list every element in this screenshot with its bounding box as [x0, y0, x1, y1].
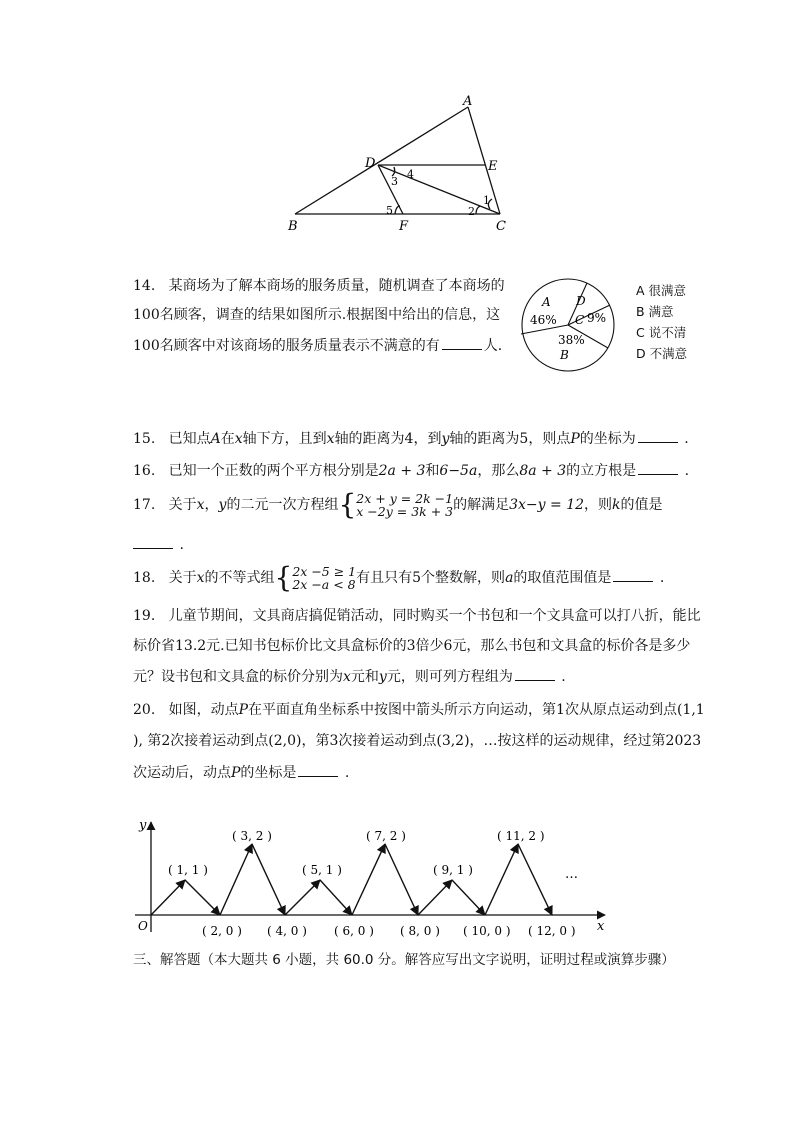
- q18-var: x: [196, 570, 205, 586]
- answer-blank[interactable]: [638, 460, 678, 475]
- q14-line3-end: 人.: [483, 338, 503, 354]
- q20-number: 20.: [133, 702, 156, 718]
- label-A: A: [463, 94, 473, 109]
- top-label-1: ( 1, 1 ): [168, 863, 208, 877]
- top-label-4: ( 7, 2 ): [366, 829, 406, 843]
- q17-condition: 3x−y = 12: [509, 497, 585, 513]
- equation-2: x −2y = 3k + 3: [356, 504, 454, 519]
- q19-var: y: [378, 669, 387, 685]
- legend-c: C 说不清: [636, 325, 687, 340]
- q17-text: ，: [204, 497, 219, 513]
- q20-text: 在平面直角坐标系中按图中箭头所示方向运动，第1次从原点运动到点: [248, 702, 677, 718]
- q19-text: 元，则可列方程组为: [386, 669, 513, 685]
- q15-number: 15.: [133, 431, 156, 447]
- question-17-cont: [133, 534, 184, 555]
- q14-line2: 100名顾客，调查的结果如图所示.根据图中给出的信息，这: [133, 307, 501, 323]
- q20-var: P: [231, 765, 241, 781]
- q16-expr: 6−5a: [439, 463, 478, 479]
- bottom-label-5: ( 10, 0 ): [463, 924, 511, 938]
- top-label-5: ( 9, 1 ): [433, 863, 473, 877]
- q20-text: (1,1: [676, 702, 705, 718]
- left-brace: {: [274, 561, 293, 594]
- q19-end: .: [561, 669, 566, 685]
- q16-end: .: [684, 463, 690, 479]
- pie-pct-C: 9%: [587, 311, 607, 325]
- pie-pct-A: 46%: [530, 313, 557, 327]
- bottom-label-3: ( 6, 0 ): [334, 924, 374, 938]
- q15-text: 已知点: [168, 431, 211, 447]
- q15-text: 的坐标为: [579, 431, 636, 447]
- q16-expr: 2a + 3: [378, 463, 426, 479]
- angle-2: 2: [468, 205, 475, 218]
- q17-var: y: [218, 497, 227, 513]
- q15-text: 在: [220, 431, 235, 447]
- top-label-6: ( 11, 2 ): [497, 829, 545, 843]
- q15-var: P: [570, 431, 580, 447]
- question-15: [133, 428, 689, 449]
- q14-line3: 100名顾客中对该商场的服务质量表示不满意的有: [133, 338, 440, 354]
- answer-blank[interactable]: [298, 762, 338, 777]
- section-heading: 三、解答题（本大题共 6 小题，共 60.0 分。解答应写出文字说明，证明过程或演算步骤）: [133, 952, 675, 968]
- answer-blank[interactable]: [638, 428, 678, 443]
- ellipsis: …: [565, 867, 578, 882]
- q15-var: y: [441, 431, 450, 447]
- legend-b: B 满意: [636, 304, 674, 319]
- q15-text: 轴下方，且到: [242, 431, 327, 447]
- q17-text: 的值是: [620, 497, 663, 513]
- answer-blank[interactable]: [515, 666, 555, 681]
- pie-pct-B: 38%: [558, 333, 585, 347]
- bottom-label-1: ( 2, 0 ): [202, 924, 242, 938]
- q20-text: 次运动后，动点: [133, 765, 231, 781]
- q17-text: 关于: [168, 497, 197, 513]
- q20-text: 的坐标是: [240, 765, 297, 781]
- inequality-2: 2x −a < 8: [292, 577, 356, 592]
- question-17: [133, 490, 663, 520]
- q15-var: A: [210, 431, 221, 447]
- q19-number: 19.: [133, 608, 156, 624]
- origin-label: O: [138, 919, 148, 933]
- bottom-label-6: ( 12, 0 ): [528, 924, 576, 938]
- q19-line2: 标价省13.2元.已知书包标价比文具盒标价的3倍少6元，那么书包和文具盒的标价各是多少: [133, 638, 691, 654]
- bottom-label-4: ( 8, 0 ): [400, 924, 440, 938]
- label-C: C: [496, 219, 506, 234]
- answer-blank[interactable]: [442, 335, 482, 350]
- q16-expr: 8a + 3: [519, 463, 567, 479]
- pie-chart: [512, 276, 622, 376]
- pie-label-B: B: [560, 348, 569, 362]
- label-F: F: [399, 219, 409, 234]
- axis-x-label: x: [597, 919, 605, 934]
- q16-text: 和: [425, 463, 440, 479]
- equation-1: 2x + y = 2k −1: [356, 491, 454, 506]
- inequality-1: 2x −5 ≥ 1: [292, 564, 357, 579]
- q17-end: .: [179, 537, 184, 553]
- motion-figure: [130, 812, 620, 944]
- q17-text: ，则: [584, 497, 613, 513]
- angle-5: 5: [386, 204, 393, 217]
- q18-end: .: [659, 570, 665, 586]
- q15-end: .: [684, 431, 689, 447]
- pie-label-C: C: [575, 313, 585, 327]
- q15-text: 轴的距离为5，则点: [449, 431, 571, 447]
- q18-text: 的取值范围值是: [513, 570, 612, 586]
- legend-d: D 不满意: [636, 346, 688, 361]
- triangle-figure: [280, 92, 520, 238]
- equation-system: [356, 492, 453, 518]
- q18-var: a: [505, 570, 514, 586]
- inequality-system: [292, 565, 356, 591]
- pie-label-A: A: [542, 295, 551, 309]
- q16-number: 16.: [133, 463, 156, 479]
- q19-text: 元和: [350, 669, 379, 685]
- q18-number: 18.: [133, 570, 156, 586]
- q17-text: 的二元一次方程组: [226, 497, 339, 513]
- q20-end: .: [344, 765, 350, 781]
- top-label-3: ( 5, 1 ): [302, 863, 342, 877]
- q20-var: P: [238, 702, 249, 718]
- q14-line1: 某商场为了解本商场的服务质量，随机调查了本商场的: [168, 278, 505, 294]
- legend-a: A 很满意: [636, 283, 687, 298]
- bottom-label-2: ( 4, 0 ): [267, 924, 307, 938]
- q15-var: x: [326, 431, 335, 447]
- question-16: [133, 460, 689, 481]
- q18-text: 有且只有5个整数解，则: [356, 570, 506, 586]
- angle-1: 1: [483, 194, 490, 207]
- q19-var: x: [343, 669, 351, 685]
- pie-label-D: D: [576, 294, 586, 308]
- q16-text: 已知一个正数的两个平方根分别是: [168, 463, 379, 479]
- q17-var: x: [196, 497, 205, 513]
- answer-blank[interactable]: [133, 534, 173, 549]
- q15-var: x: [234, 431, 243, 447]
- q17-text: 的解满足: [453, 497, 510, 513]
- q18-text: 关于: [168, 570, 197, 586]
- label-E: E: [488, 159, 498, 174]
- angle-4: 4: [407, 168, 414, 181]
- q20-text: 如图，动点: [168, 702, 239, 718]
- answer-blank[interactable]: [613, 567, 653, 582]
- top-label-2: ( 3, 2 ): [232, 829, 272, 843]
- q20-line2: ), 第2次接着运动到点(2,0)，第3次接着运动到点(3,2)，…按这样的运动规律，经过第2023: [133, 733, 702, 749]
- q15-text: 轴的距离为4，到: [334, 431, 442, 447]
- label-B: B: [288, 219, 298, 234]
- q16-text: ，那么: [477, 463, 520, 479]
- q18-text: 的不等式组: [204, 570, 275, 586]
- q16-text: 的立方根是: [566, 463, 637, 479]
- q19-line1: 儿童节期间，文具商店搞促销活动，同时购买一个书包和一个文具盒可以打八折，能比: [168, 608, 701, 624]
- q17-number: 17.: [133, 497, 156, 513]
- axis-y-label: y: [139, 818, 147, 833]
- label-D: D: [365, 156, 376, 171]
- q19-text: 元？设书包和文具盒的标价分别为: [133, 669, 343, 685]
- angle-3: 3: [391, 175, 398, 188]
- q17-var: k: [612, 497, 621, 513]
- left-brace: {: [338, 488, 357, 521]
- question-18: [133, 563, 664, 593]
- q14-number: 14.: [133, 278, 156, 294]
